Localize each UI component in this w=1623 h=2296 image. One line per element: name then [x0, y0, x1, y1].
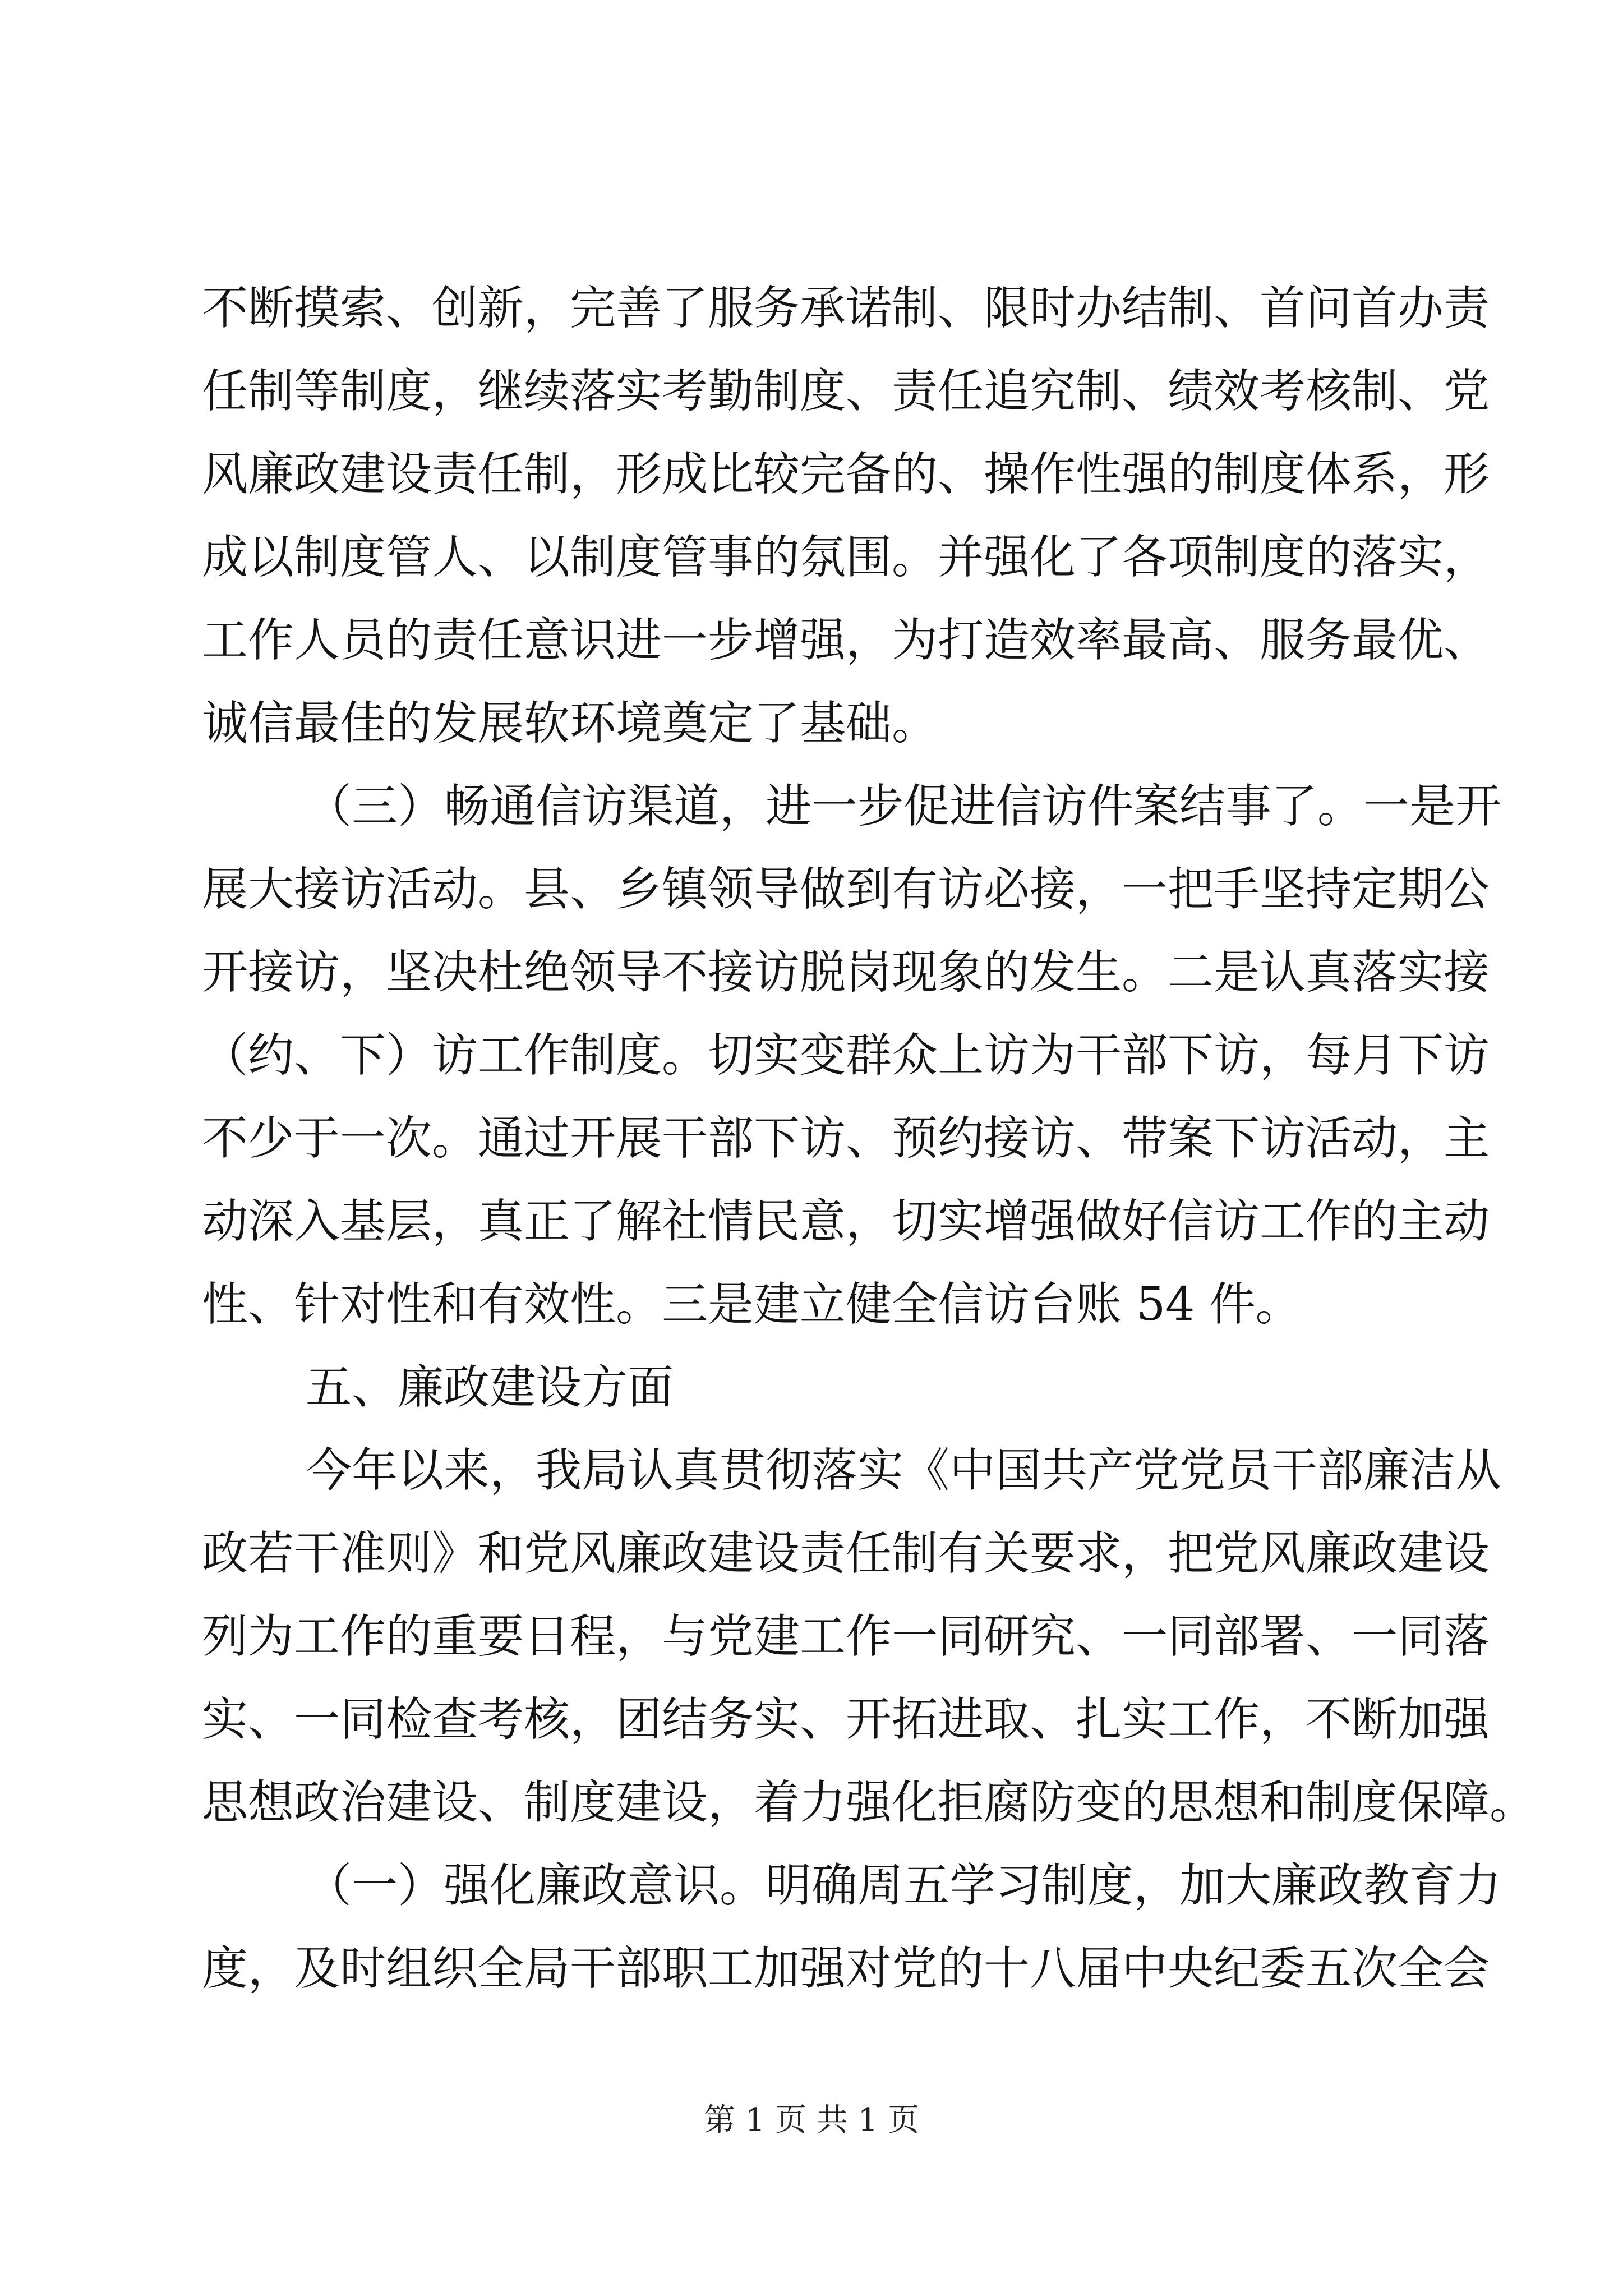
paragraph-line: 任制等制度，继续落实考勤制度、责任追究制、绩效考核制、党: [202, 365, 1490, 418]
section-heading: 五、廉政建设方面: [306, 1361, 674, 1414]
paragraph-line: 开接访，坚决杜绝领导不接访脱岗现象的发生。二是认真落实接: [202, 946, 1490, 999]
paragraph-line: 度，及时组织全局干部职工加强对党的十八届中央纪委五次全会: [202, 1942, 1490, 1995]
paragraph-line: 展大接访活动。县、乡镇领导做到有访必接，一把手坚持定期公: [202, 863, 1490, 916]
paragraph-line: 政若干准则》和党风廉政建设责任制有关要求，把党风廉政建设: [202, 1527, 1490, 1580]
paragraph-line: 实、一同检查考核，团结务实、开拓进取、扎实工作，不断加强: [202, 1693, 1490, 1746]
paragraph-line: （一）强化廉政意识。明确周五学习制度，加大廉政教育力: [306, 1859, 1502, 1912]
paragraph-line: 诚信最佳的发展软环境奠定了基础。: [202, 697, 938, 750]
paragraph-line: （三）畅通信访渠道，进一步促进信访件案结事了。一是开: [306, 780, 1502, 833]
paragraph-line: 工作人员的责任意识进一步增强，为打造效率最高、服务最优、: [202, 614, 1490, 667]
paragraph-line: 动深入基层，真正了解社情民意，切实增强做好信访工作的主动: [202, 1195, 1490, 1248]
paragraph-line: （约、下）访工作制度。切实变群众上访为干部下访，每月下访: [202, 1029, 1490, 1082]
paragraph-line: 列为工作的重要日程，与党建工作一同研究、一同部署、一同落: [202, 1610, 1490, 1663]
page-footer: 第 1 页 共 1 页: [703, 2102, 920, 2138]
paragraph-line: 性、针对性和有效性。三是建立健全信访台账 54 件。: [202, 1278, 1302, 1331]
paragraph-line: 今年以来，我局认真贯彻落实《中国共产党党员干部廉洁从: [306, 1444, 1502, 1497]
paragraph-line: 不断摸索、创新，完善了服务承诺制、限时办结制、首问首办责: [202, 282, 1490, 335]
paragraph-line: 风廉政建设责任制，形成比较完备的、操作性强的制度体系，形: [202, 448, 1490, 501]
paragraph-line: 思想政治建设、制度建设，着力强化拒腐防变的思想和制度保障。: [202, 1776, 1536, 1829]
paragraph-line: 成以制度管人、以制度管事的氛围。并强化了各项制度的落实，: [202, 531, 1490, 584]
paragraph-line: 不少于一次。通过开展干部下访、预约接访、带案下访活动，主: [202, 1112, 1490, 1165]
